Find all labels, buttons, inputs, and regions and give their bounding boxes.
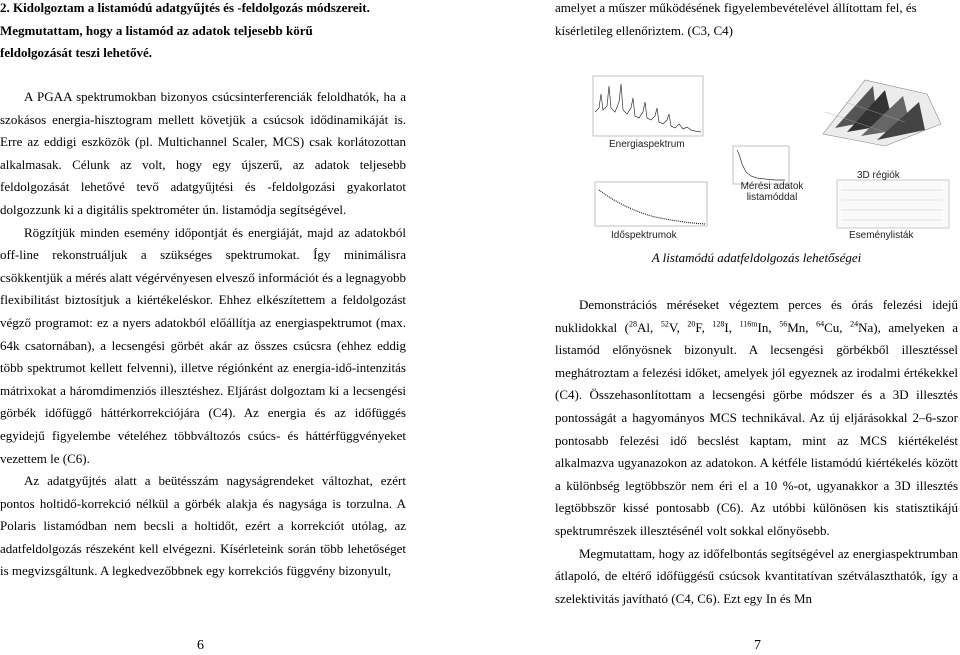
right-p1-end: ), amelyeken a listamód előnyösnek bizonyult. A lecsengési görbékből illesztéssel meghátroztam a felezési időket, amelyek jól egyeznek az irodalmi értékekkel (C4). Összehasonlítottam a lecsengési görbe módszer és a 3D illesztés pontosságát a hagyományos MCS technikával. Az új eljárásokkal 2–6-szor pontosabb felezési idő becslést kaptam, mint az MCS kiértékelést alkalmazva ugyanazokon az adatokon. A kétféle listamódú kiértékelés között a különbség legtöbbször nem éri el a 10 %-ot, ugyanakkor a 3D illesztés legtöbbször kissé pontosabb (C6). Az utóbbi különösen kis statisztikájú spektrumrészek illesztésénél volt sokkal előnyösebb. — [555, 319, 959, 538]
nuclide-list: $^{28}$Al, $^{52}$V, $^{20}$F, $^{128}$I, $^{116m}$In, $^{56}$Mn, $^{64}$Cu, $^{24}$Na — [629, 319, 874, 335]
nuclide-mass: 128 — [712, 319, 725, 329]
nuclide-symbol: Na — [858, 319, 874, 335]
figure-caption: A listamódú adatfeldolgozás lehetőségei — [651, 250, 862, 265]
listmode-data-plot — [733, 146, 789, 184]
label-3d-regions: 3D régiók — [857, 170, 900, 181]
right-paragraph-2: Megmutattam, hogy az időfelbontás segítségével az energiaspektrumban átlapoló, de eltérő időfüggésű csúcsok kvantitatívan szétválaszthatók, így a szelektivitás javítható (C4, C6). Ezt egy In és Mn — [555, 545, 958, 606]
page-number-left: 6 — [197, 638, 204, 653]
nuclide — [850, 320, 873, 335]
nuclide — [661, 320, 677, 335]
nuclide-mass: 24 — [850, 319, 859, 329]
nuclide-symbol: Mn — [787, 319, 806, 335]
nuclide-symbol: F — [695, 319, 702, 335]
right-paragraph-1 — [555, 294, 958, 543]
nuclide — [816, 320, 839, 335]
left-paragraph-2: Rögzítjük minden esemény időpontját és energiáját, majd az adatokból off-line rekonstruáljuk a szükséges spektrumokat. Így minimálisra csökkentjük a mérés alatt végérvényesen elvesző információt és a legnagyobb flexibilitást biztosítjuk a kiértékeléskor. Ehhez elkészítettem a feldolgozást végző programot: ez a nyers adatokból előállítja az energiaspektrumot (max. 64k csatornában), a lecsengési görbét akár az összes csúcsra (ehhez eddig több spektrumot kellett felvenni), illetve régiónként az energia-idő-intenzitás mátrixokat a háromdimenziós illesztéshez. Eljárást dolgoztam ki a lecsengési görbék időfüggő háttérkorrekciójára (C4). Az energia és az időfüggés egyidejű figyelembe vételéhez többváltozós csúcs- és háttérfüggvényeket vezettem le (C6). — [0, 224, 406, 466]
figure-graphics — [585, 72, 955, 252]
nuclide — [629, 320, 650, 335]
nuclide-mass: 56 — [779, 319, 788, 329]
nuclide-symbol: Cu — [824, 319, 840, 335]
nuclide-symbol: V — [668, 319, 677, 335]
nuclide — [740, 320, 769, 335]
listmode-figure — [585, 72, 955, 252]
nuclide-mass: 116m — [739, 319, 758, 329]
left-paragraph-1: A PGAA spektrumokban bizonyos csúcsinterferenciák feloldhatók, ha a szokásos energia-hisztogram mellett követjük a csúcsok idődinamikáját is. Erre az eddigi eszközök (pl. Multichannel Scaler, MCS) csak korlátozottan alkalmasak. Célunk az volt, hogy egy újszerű, az adatok teljesebb feldolgozását lehetővé tevő adatgyűjtési és -feldolgozási gyakorlatot dolgozzunk ki a digitális spektrométer ún. listamódja segítségével. — [0, 89, 406, 217]
energy-spectrum-plot — [593, 76, 703, 136]
3d-region-plot — [823, 80, 941, 146]
event-list-plot — [837, 180, 949, 228]
right-p1-start: Demonstrációs méréseket végeztem perces és órás felezési idejű nuklidokkal ( — [555, 297, 958, 335]
nuclide-symbol: In — [757, 319, 769, 335]
label-time-spectra: Időspektrumok — [611, 230, 677, 241]
nuclide — [712, 320, 728, 335]
heading-line-1: 2. Kidolgoztam a listamódú adatgyűjtés és -feldolgozás módszereit. — [0, 0, 370, 15]
page-number-right: 7 — [754, 638, 761, 653]
thesis-heading — [0, 0, 406, 65]
nuclide-mass: 28 — [629, 319, 638, 329]
nuclide — [779, 320, 805, 335]
label-energy-spectrum: Energiaspektrum — [609, 139, 685, 150]
right-body — [555, 294, 958, 610]
nuclide-symbol: Al — [637, 319, 651, 335]
right-top-line-2: kísérletileg ellenőriztem. (C3, C4) — [555, 22, 733, 38]
time-spectrum-plot — [595, 182, 707, 226]
nuclide-mass: 20 — [687, 319, 696, 329]
nuclide-mass: 52 — [660, 319, 669, 329]
heading-line-3: feldolgozását teszi lehetővé. — [0, 45, 152, 61]
left-paragraph-3: Az adatgyűjtés alatt a beütésszám nagyságrendeket változhat, ezért pontos holtidő-korrekció nélkül a görbék alakja és nagysága is torzulna. A Polaris listamódban nem becsli a holtidőt, ezért a korrekciót utólag, az adatfeldolgozás részeként kell elvégezni. Kísérleteink során több lehetőséget is megvizsgáltunk. A legkedvezőbbnek egy korrekciós függvény bizonyult, — [0, 473, 406, 579]
left-body — [0, 86, 406, 583]
right-top-text — [555, 0, 958, 42]
nuclide-symbol: I — [724, 319, 729, 335]
nuclide-mass: 64 — [816, 319, 825, 329]
heading-line-2: Megmutattam, hogy a listamód az adatok teljesebb körű — [0, 22, 313, 38]
nuclide — [687, 320, 701, 335]
label-listmode-data: Mérési adatok listamóddal — [740, 181, 804, 203]
label-event-lists: Eseménylisták — [849, 230, 914, 241]
right-top-line-1: amelyet a műszer működésének figyelembevételével állítottam fel, és — [555, 0, 917, 15]
